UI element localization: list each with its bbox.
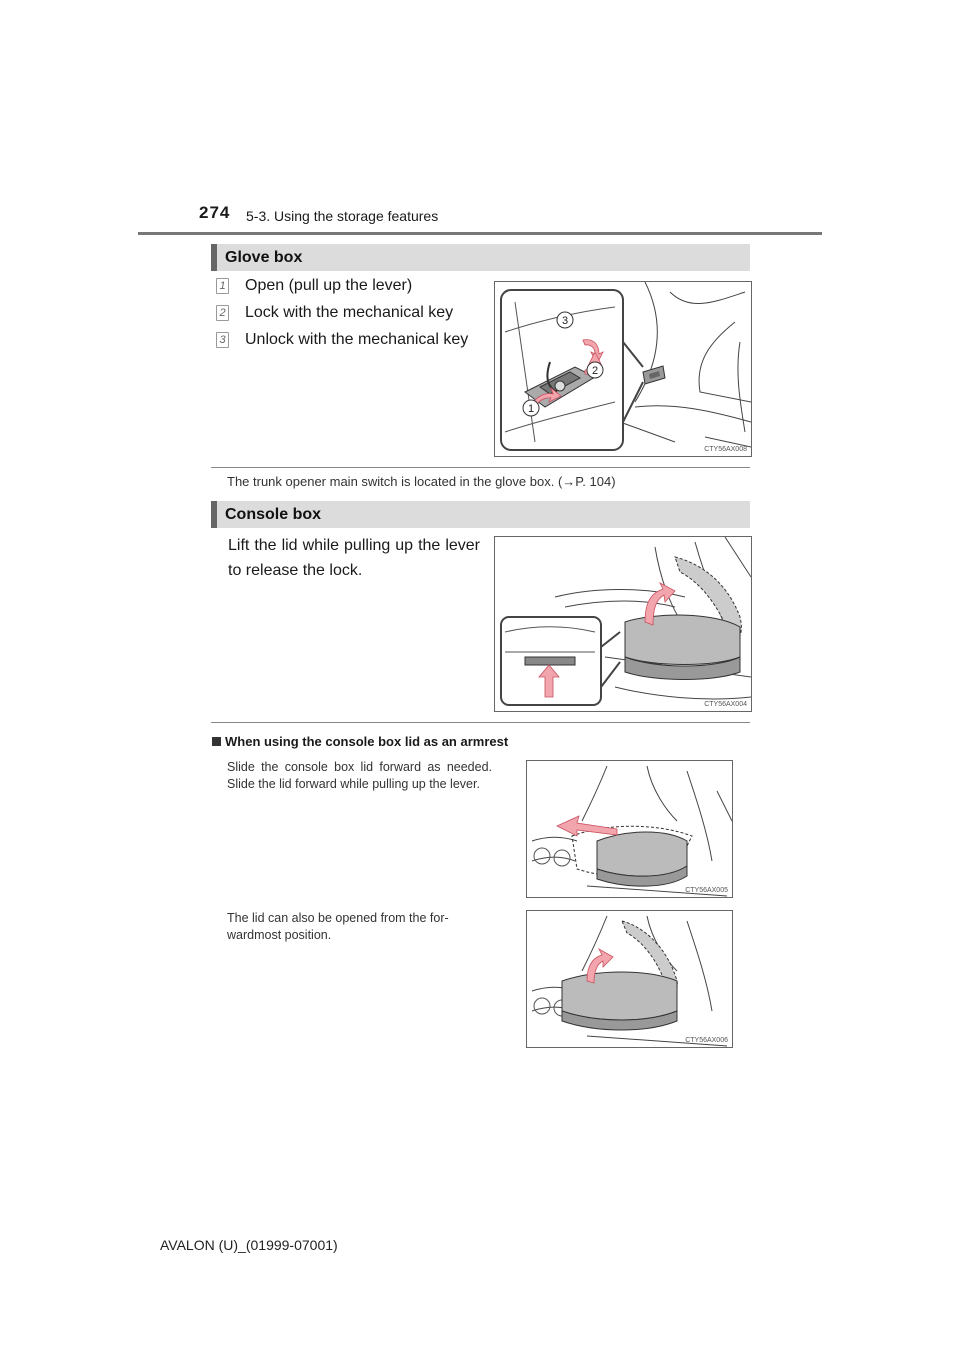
step-2	[216, 304, 453, 322]
callout-3: 3	[561, 315, 569, 327]
section-rule	[211, 467, 750, 468]
console-box-title: Console box	[225, 505, 322, 523]
page-number: 274	[199, 203, 231, 222]
armrest-heading	[212, 734, 508, 749]
glove-box-heading	[211, 244, 750, 271]
trunk-opener-note: The trunk opener main switch is located in the glove box. (→P. 104)	[227, 474, 616, 489]
slide-forward-arrow	[557, 816, 617, 836]
heading-bar	[211, 501, 217, 528]
callout-1: 1	[527, 403, 535, 415]
step-text-1: Open (pull up the lever)	[245, 277, 413, 294]
glove-box-title: Glove box	[225, 248, 303, 266]
step-number-1: 1	[216, 278, 229, 294]
armrest-slide-figure	[526, 760, 733, 898]
step-number-2: 2	[216, 305, 229, 321]
armrest-open-illustration	[527, 911, 732, 1047]
step-text-3: Unlock with the mechanical key	[245, 331, 469, 348]
figure-code: CTY56AX004	[704, 701, 747, 708]
armrest-heading-text: When using the console box lid as an armrest	[225, 734, 509, 749]
figure-code: CTY56AX008	[704, 446, 747, 453]
armrest-open-note: The lid can also be opened from the for-wardmost position.	[227, 911, 449, 942]
figure-code: CTY56AX006	[685, 1037, 728, 1044]
step-3	[216, 331, 468, 349]
step-1	[216, 277, 412, 295]
figure-code: CTY56AX005	[685, 887, 728, 894]
step-number-3: 3	[216, 332, 229, 348]
callout-2: 2	[591, 365, 599, 377]
header-rule	[138, 232, 822, 235]
console-box-illustration	[495, 537, 751, 711]
glove-box-illustration	[495, 282, 751, 456]
armrest-instructions: Slide the console box lid forward as needed. Slide the lid forward while pulling up the lever.	[227, 760, 492, 791]
console-box-instructions: Lift the lid while pulling up the lever to release the lock.	[228, 537, 480, 579]
glove-box-handle-right	[643, 366, 665, 384]
step-text-2: Lock with the mechanical key	[245, 304, 454, 321]
footer-model-code: AVALON (U)_(01999-07001)	[160, 1237, 338, 1253]
armrest-open-figure	[526, 910, 733, 1048]
armrest-slide-illustration	[527, 761, 732, 897]
glove-box-figure	[494, 281, 752, 457]
console-lid	[625, 557, 741, 680]
bullet-square-icon	[212, 737, 221, 746]
release-lever	[525, 657, 575, 665]
section-title: 5-3. Using the storage features	[246, 208, 439, 224]
console-box-figure	[494, 536, 752, 712]
console-box-heading	[211, 501, 750, 528]
section-rule	[211, 722, 750, 723]
heading-bar	[211, 244, 217, 271]
